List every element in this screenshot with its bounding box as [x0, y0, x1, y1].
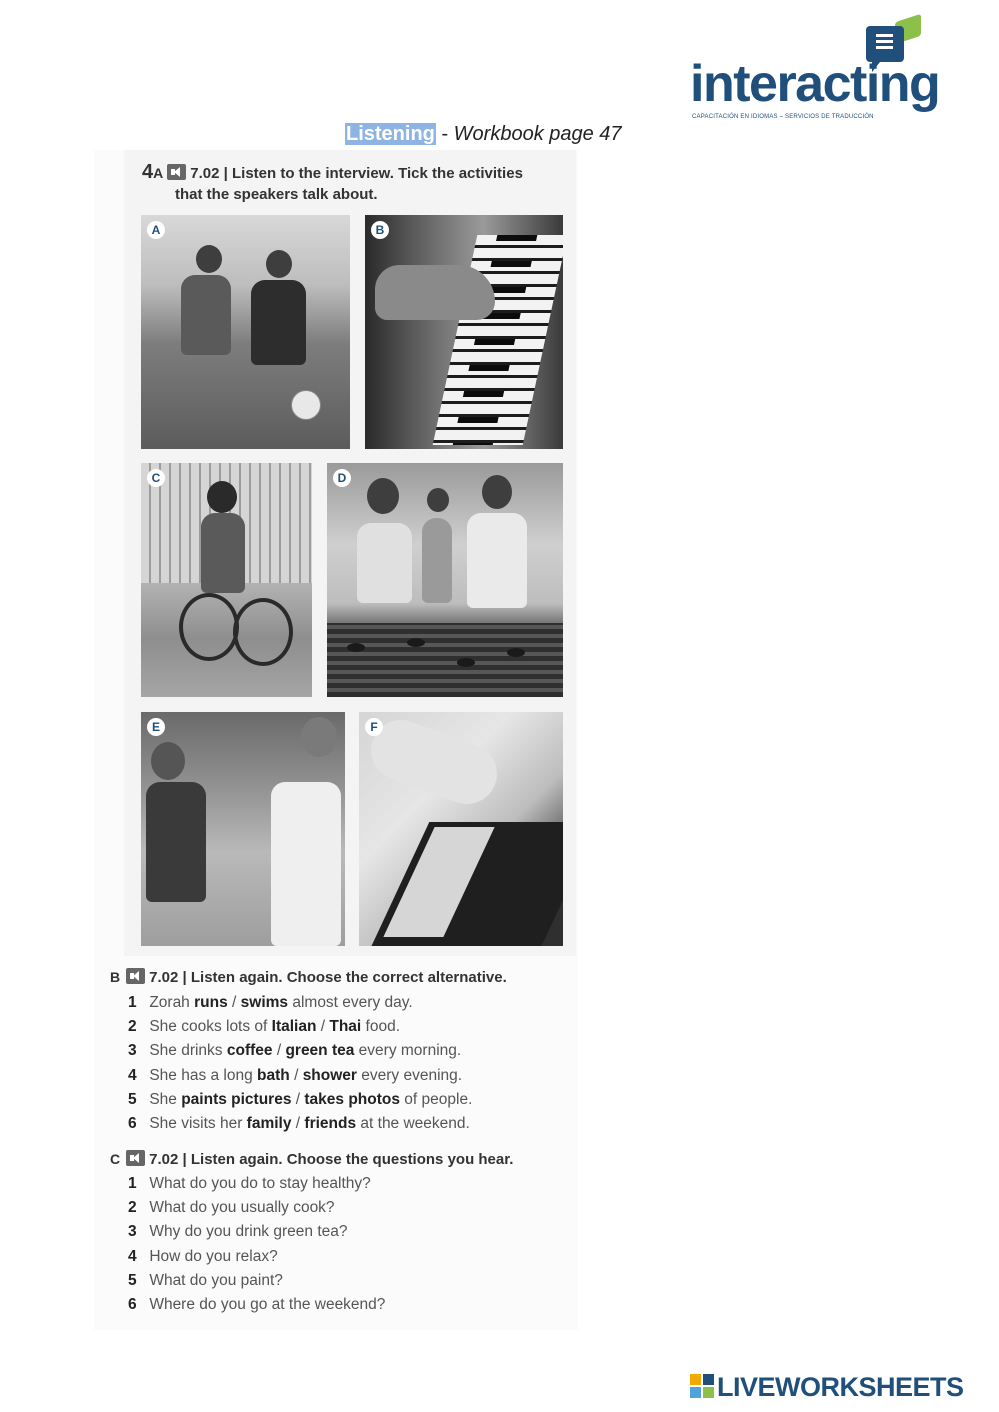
- pond-water: [327, 623, 563, 697]
- photo-f-cleaning[interactable]: [359, 712, 563, 946]
- player-head: [266, 250, 292, 278]
- audio-speaker-icon[interactable]: [126, 968, 145, 984]
- player-figure: [181, 275, 231, 355]
- item-text: every evening.: [356, 1066, 463, 1084]
- question-text: What do you do to stay healthy?: [149, 1175, 371, 1192]
- item-number: 5: [128, 1271, 137, 1289]
- option-separator: /: [291, 1114, 305, 1132]
- list-item: [128, 1042, 472, 1066]
- option-1[interactable]: runs: [194, 994, 228, 1011]
- audio-track: 7.02: [149, 969, 179, 986]
- child-head: [427, 488, 449, 512]
- player-head: [196, 245, 222, 273]
- liveworksheets-icon: [690, 1374, 714, 1398]
- item-number: 4: [128, 1247, 137, 1265]
- photo-badge: E: [147, 718, 165, 736]
- message-lines-icon: [876, 34, 893, 52]
- question-text: How do you relax?: [149, 1247, 278, 1265]
- list-item: [128, 994, 472, 1018]
- logo-tagline: CAPACITACIÓN EN IDIOMAS – SERVICIOS DE TRADUCCIÓN: [692, 114, 874, 120]
- list-item[interactable]: [128, 1223, 385, 1247]
- question-text: What do you usually cook?: [149, 1199, 335, 1217]
- part-c-instruction: | Listen again. Choose the questions you hear.: [182, 1151, 514, 1168]
- item-text: at the weekend.: [356, 1114, 470, 1132]
- option-1[interactable]: Italian: [271, 1018, 317, 1036]
- list-item[interactable]: [128, 1272, 385, 1296]
- option-2[interactable]: shower: [302, 1066, 357, 1084]
- list-item[interactable]: [128, 1199, 385, 1223]
- item-number: 3: [128, 1223, 137, 1241]
- item-number: 1: [128, 994, 137, 1011]
- list-item[interactable]: [128, 1175, 385, 1199]
- item-text: She drinks: [149, 1042, 227, 1060]
- heading-reference: Workbook page 47: [453, 123, 622, 145]
- option-separator: /: [272, 1042, 286, 1060]
- instruction-line-1: | Listen to the interview. Tick the activities: [223, 165, 523, 182]
- option-2[interactable]: green tea: [285, 1042, 355, 1060]
- exercise-part-letter: A: [153, 165, 164, 181]
- part-b-instruction: | Listen again. Choose the correct alternative.: [182, 969, 507, 986]
- list-item: [128, 1091, 472, 1115]
- heading-dash: -: [435, 123, 454, 145]
- photo-d-ducks[interactable]: [327, 463, 563, 697]
- duck: [347, 643, 365, 652]
- photo-badge: D: [333, 469, 351, 487]
- part-c-list: [128, 1175, 385, 1320]
- part-letter: C: [110, 1151, 121, 1167]
- list-item: [128, 1115, 472, 1139]
- woman-figure: [357, 523, 412, 603]
- photo-c-cycling[interactable]: [141, 463, 312, 697]
- list-item: [128, 1067, 472, 1091]
- audio-speaker-icon[interactable]: [167, 164, 186, 180]
- option-separator: /: [316, 1018, 330, 1036]
- cyclist-figure: [201, 513, 245, 593]
- part-b-title: [110, 968, 507, 986]
- item-number: 2: [128, 1199, 137, 1217]
- duck: [457, 658, 475, 667]
- photo-badge: A: [147, 221, 165, 239]
- duck: [407, 638, 425, 647]
- photo-badge: C: [147, 469, 165, 487]
- item-text: She cooks lots of: [149, 1018, 272, 1036]
- audio-speaker-icon[interactable]: [126, 1150, 145, 1166]
- option-2[interactable]: friends: [304, 1114, 357, 1132]
- liveworksheets-wordmark: LIVEWORKSHEETS: [717, 1372, 964, 1402]
- option-separator: /: [289, 1066, 303, 1084]
- exercise-number: 4: [142, 161, 154, 183]
- man-head: [482, 475, 512, 509]
- item-number: 6: [128, 1295, 137, 1313]
- part-c-title: [110, 1150, 513, 1168]
- item-number: 3: [128, 1042, 137, 1060]
- item-text: Zorah: [149, 994, 195, 1011]
- man-head: [151, 742, 185, 780]
- option-1[interactable]: bath: [257, 1066, 290, 1084]
- arm-figure: [363, 712, 506, 812]
- interacting-logo: [690, 14, 940, 126]
- instruction-line-2: that the speakers talk about.: [175, 186, 378, 203]
- hand-figure: [375, 265, 495, 320]
- audio-track: 7.02: [149, 1151, 179, 1168]
- item-number: 1: [128, 1175, 137, 1192]
- ellipsis-icon: •••: [904, 44, 920, 58]
- player-figure: [251, 280, 306, 365]
- photo-badge: F: [365, 718, 383, 736]
- bicycle-wheel: [179, 593, 239, 661]
- item-number: 4: [128, 1066, 137, 1084]
- option-1[interactable]: coffee: [226, 1042, 273, 1060]
- photo-a-football[interactable]: [141, 215, 350, 449]
- option-separator: /: [227, 994, 241, 1011]
- item-number: 5: [128, 1090, 137, 1108]
- part-letter: B: [110, 969, 121, 985]
- item-text: She visits her: [149, 1114, 247, 1132]
- cyclist-head: [207, 481, 237, 513]
- liveworksheets-logo[interactable]: [690, 1372, 964, 1403]
- child-figure: [422, 518, 452, 603]
- woman-head: [367, 478, 399, 514]
- woman-head: [301, 717, 337, 757]
- option-2[interactable]: takes photos: [304, 1090, 400, 1108]
- man-figure: [146, 782, 206, 902]
- audio-track: 7.02: [190, 165, 220, 182]
- photo-e-dancing[interactable]: [141, 712, 345, 946]
- woman-figure: [271, 782, 341, 946]
- item-text: She has a long: [149, 1066, 258, 1084]
- question-text: Where do you go at the weekend?: [149, 1295, 386, 1313]
- bicycle-wheel: [233, 598, 293, 666]
- item-text: of people.: [399, 1090, 473, 1108]
- item-number: 6: [128, 1114, 137, 1132]
- duck: [507, 648, 525, 657]
- option-2[interactable]: swims: [240, 994, 289, 1011]
- logo-wordmark: interacting: [690, 55, 940, 113]
- photo-b-piano[interactable]: [365, 215, 563, 449]
- list-item[interactable]: [128, 1248, 385, 1272]
- page-heading: [345, 123, 622, 146]
- option-1[interactable]: paints pictures: [181, 1090, 292, 1108]
- option-separator: /: [291, 1090, 305, 1108]
- item-text: every morning.: [354, 1042, 462, 1060]
- list-item[interactable]: [128, 1296, 385, 1320]
- heading-highlight: Listening: [346, 123, 435, 145]
- option-1[interactable]: family: [246, 1114, 292, 1132]
- football-ball: [291, 390, 321, 420]
- item-text: She: [149, 1090, 182, 1108]
- option-2[interactable]: Thai: [329, 1018, 362, 1036]
- photo-badge: B: [371, 221, 389, 239]
- question-text: Why do you drink green tea?: [149, 1223, 348, 1241]
- list-item: [128, 1018, 472, 1042]
- man-figure: [467, 513, 527, 608]
- exercise-4a-title: [142, 162, 523, 205]
- question-text: What do you paint?: [149, 1271, 283, 1289]
- part-b-list: [128, 994, 472, 1139]
- item-number: 2: [128, 1018, 137, 1036]
- item-text: almost every day.: [288, 994, 413, 1011]
- item-text: food.: [361, 1018, 401, 1036]
